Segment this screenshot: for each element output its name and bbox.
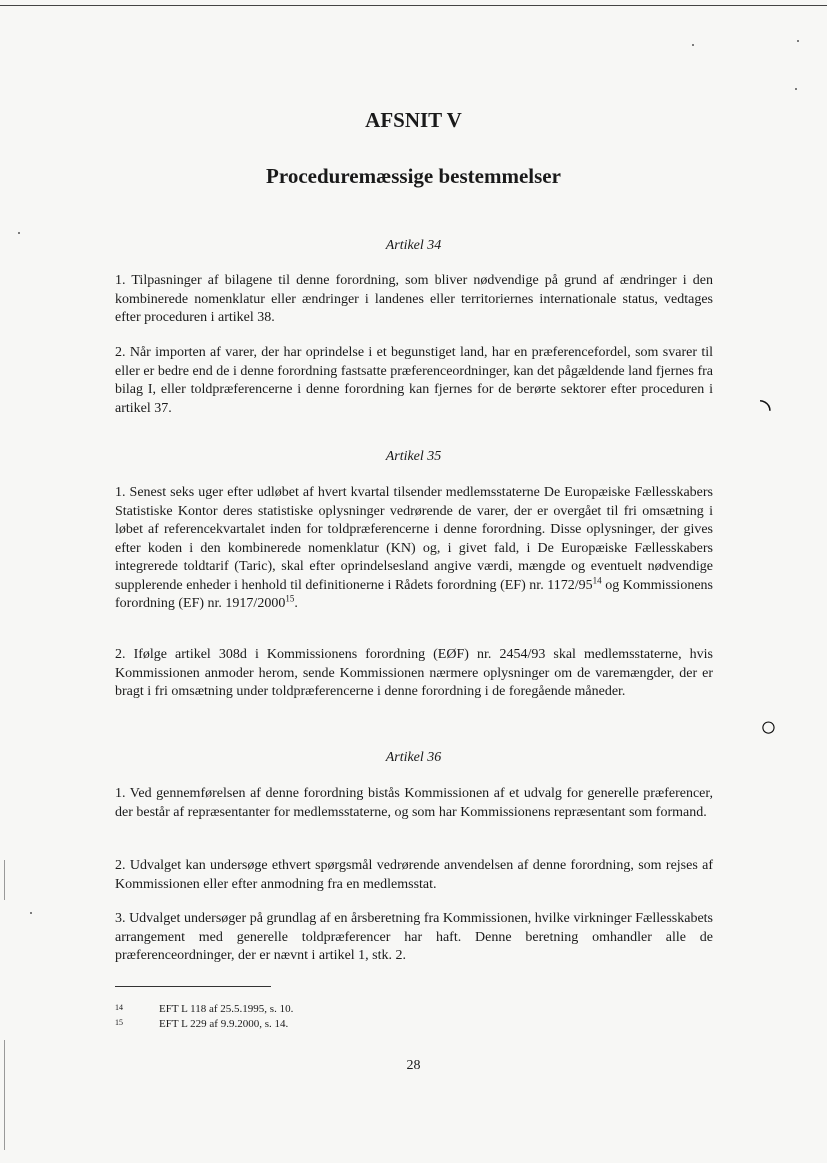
footnote-rule <box>115 986 271 987</box>
footnote-14 <box>115 1003 515 1015</box>
article-35-paragraph-1 <box>115 484 713 614</box>
paragraph-text: . <box>294 596 298 611</box>
article-36-paragraph-1: 1. Ved gennemførelsen af denne forordning bistås Kommissionen af et udvalg for generelle præferencer, der består af repræsentanter for medlemsstaterne, og som har Kommissionens repræsentant som formand. <box>115 786 713 820</box>
footnote-ref-14: 14 <box>592 574 602 585</box>
scan-speck <box>18 232 20 234</box>
punch-hole-mark-upper: ◝ <box>760 394 771 425</box>
scan-edge-line <box>4 1040 5 1150</box>
footnote-text: EFT L 118 af 25.5.1995, s. 10. <box>159 1003 294 1015</box>
footnote-15 <box>115 1018 515 1030</box>
scan-speck <box>797 40 799 42</box>
article-34-heading: Artikel 34 <box>385 238 442 253</box>
article-36-paragraph-3: 3. Udvalget undersøger på grundlag af en årsberetning fra Kommissionen, hvilke virkninger Fællesskabets arrangement med generelle toldpræferencer har haft. Denne beretning omhandler alle de præferenceordninger, der er nævnt i artikel 1, stk. 2. <box>115 911 713 963</box>
footnote-text: EFT L 229 af 9.9.2000, s. 14. <box>159 1018 289 1030</box>
footnote-number: 15 <box>115 1018 123 1027</box>
footnote-number: 14 <box>115 1003 123 1012</box>
punch-hole-mark-lower: ○ <box>760 712 777 743</box>
section-title: AFSNIT V <box>365 108 462 132</box>
paragraph-text: 1. Senest seks uger efter udløbet af hvert kvartal tilsender medlemsstaterne De Europæiske Fællesskabers Statistiske Kontor deres statistiske oplysninger vedrørende de varer, der er overgået til fri omsætning i løbet af referencekvartalet inden for toldpræferencerne i denne forordning. Disse oplysninger, der gives efter koden i den kombinerede nomenklatur (KN) og, i givet fald, i De Europæiske Fællesskabers integrerede toldtarif (Taric), skal efter oprindelsesland angive værdi, mængde og eventuelt nødvendige supplerende enheder i henhold til definitionerne i Rådets forordning (EF) nr. 1172/95 <box>115 485 713 593</box>
footnote-ref-15: 15 <box>285 593 295 604</box>
top-edge-rule <box>0 5 827 6</box>
scan-speck <box>30 912 32 914</box>
paragraph-text: og Kommissionens forordning (EF) nr. 1917/2000 <box>115 577 713 611</box>
scan-edge-line <box>4 860 5 900</box>
section-subtitle: Proceduremæssige bestemmelser <box>266 164 561 188</box>
article-34-paragraph-1: 1. Tilpasninger af bilagene til denne forordning, som bliver nødvendige på grund af ændringer i den kombinerede nomenklatur eller ændringer i landenes eller territoriernes internationale status, vedtages efter proceduren i artikel 38. <box>115 273 713 325</box>
article-35-heading: Artikel 35 <box>385 449 442 464</box>
scan-speck <box>795 88 797 90</box>
article-34-paragraph-2: 2. Når importen af varer, der har oprindelse i et begunstiget land, har en præferencefordel, som svarer til eller er bedre end de i denne forordning fastsatte præferenceordninger, kan det pågældende land fjernes fra bilag I, eller toldpræferencerne i denne forordning kan fjernes for de berørte sektorer efter proceduren i artikel 37. <box>115 345 713 416</box>
article-36-heading: Artikel 36 <box>385 750 442 765</box>
article-36-paragraph-2: 2. Udvalget kan undersøge ethvert spørgsmål vedrørende anvendelsen af denne forordning, som rejses af Kommissionen eller efter anmodning fra en medlemsstat. <box>115 858 713 892</box>
page-number: 28 <box>406 1058 421 1073</box>
scan-speck <box>692 44 694 46</box>
article-35-paragraph-2: 2. Ifølge artikel 308d i Kommissionens forordning (EØF) nr. 2454/93 skal medlemsstaterne, hvis Kommissionen anmoder herom, sende Kommissionen nærmere oplysninger om de varemængder, der er bragt i fri omsætning under toldpræferencerne i denne forordning i de foregående måneder. <box>115 647 713 699</box>
